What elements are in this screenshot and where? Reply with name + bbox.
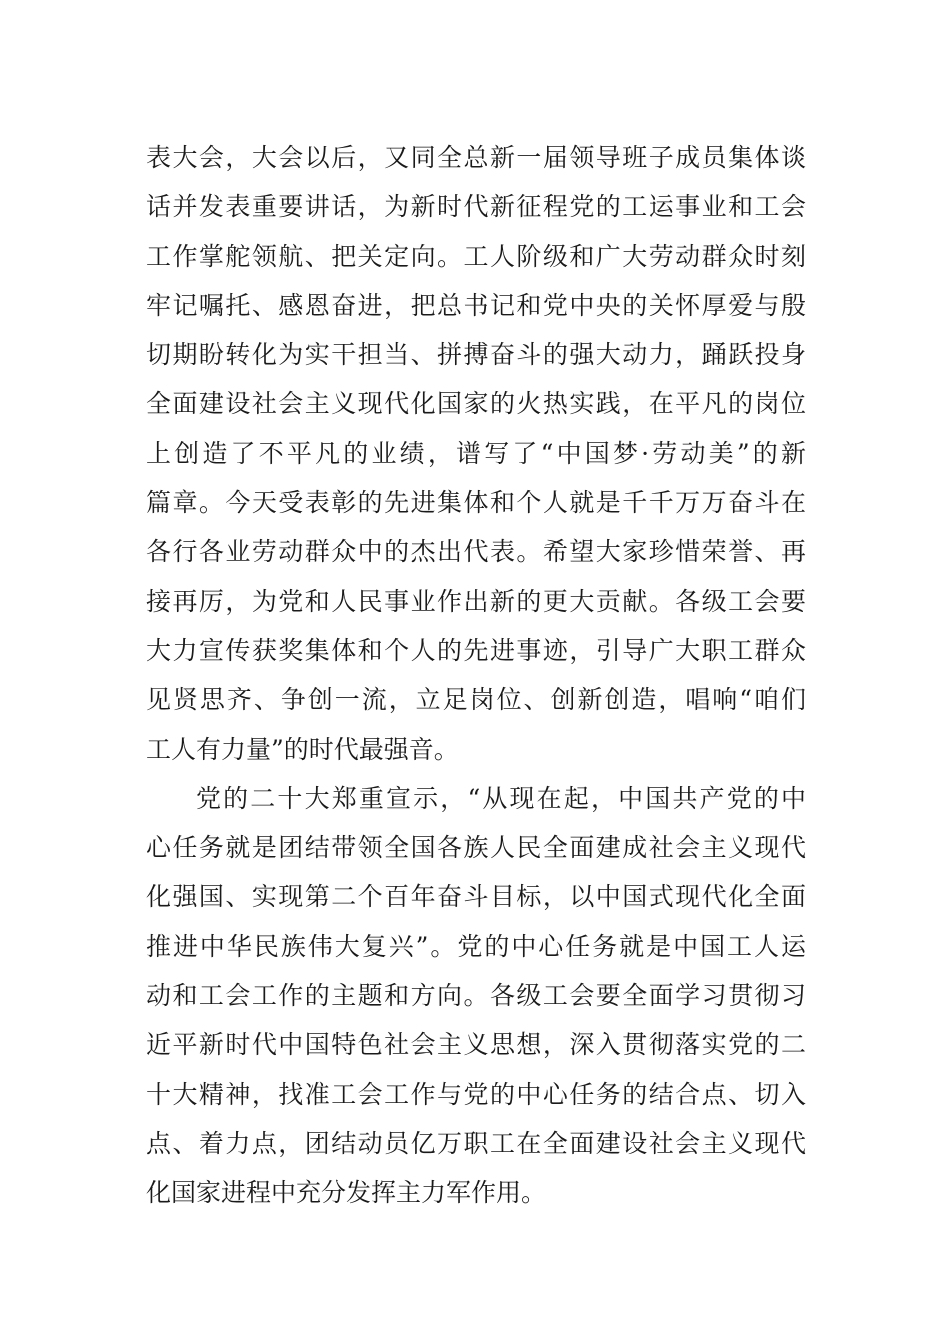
text-line: 化强国、实现第二个百年奋斗目标，以中国式现代化全面	[146, 882, 806, 912]
text-line: 近平新时代中国特色社会主义思想，深入贯彻落实党的二	[146, 1030, 806, 1060]
text-line: 全面建设社会主义现代化国家的火热实践，在平凡的岗位	[146, 389, 806, 419]
text-line: 表大会，大会以后，又同全总新一届领导班子成员集体谈	[146, 143, 806, 172]
text-line: 篇章。今天受表彰的先进集体和个人就是千千万万奋斗在	[146, 488, 806, 518]
text-line: 动和工会工作的主题和方向。各级工会要全面学习贯彻习	[146, 981, 806, 1011]
text-line: 牢记嘱托、感恩奋进，把总书记和党中央的关怀厚爱与殷	[146, 290, 806, 320]
text-line: 化国家进程中充分发挥主力军作用。	[146, 1178, 547, 1208]
text-line: 切期盼转化为实干担当、拼搏奋斗的强大动力，踊跃投身	[146, 340, 806, 370]
text-line: 党的二十大郑重宣示，“从现在起，中国共产党的中	[196, 783, 806, 813]
text-line: 接再厉，为党和人民事业作出新的更大贡献。各级工会要	[146, 586, 806, 616]
text-line: 推进中华民族伟大复兴”。党的中心任务就是中国工人运	[146, 931, 806, 961]
paragraph-1	[146, 133, 806, 774]
text-line: 各行各业劳动群众中的杰出代表。希望大家珍惜荣誉、再	[146, 537, 806, 567]
text-line: 心任务就是团结带领全国各族人民全面建成社会主义现代	[146, 833, 806, 863]
paragraph-2	[146, 774, 806, 1218]
text-line: 大力宣传获奖集体和个人的先进事迹，引导广大职工群众	[146, 635, 806, 665]
text-line: 点、着力点，团结动员亿万职工在全面建设社会主义现代	[146, 1128, 806, 1158]
text-line: 工人有力量”的时代最强音。	[146, 734, 459, 764]
text-line: 见贤思齐、争创一流，立足岗位、创新创造，唱响“咱们	[146, 685, 806, 715]
text-line: 话并发表重要讲话，为新时代新征程党的工运事业和工会	[146, 192, 806, 222]
text-line: 上创造了不平凡的业绩，谱写了“中国梦·劳动美”的新	[146, 438, 806, 468]
text-line: 工作掌舵领航、把关定向。工人阶级和广大劳动群众时刻	[146, 241, 806, 271]
text-line: 十大精神，找准工会工作与党的中心任务的结合点、切入	[146, 1079, 806, 1109]
document-body	[146, 133, 806, 1218]
